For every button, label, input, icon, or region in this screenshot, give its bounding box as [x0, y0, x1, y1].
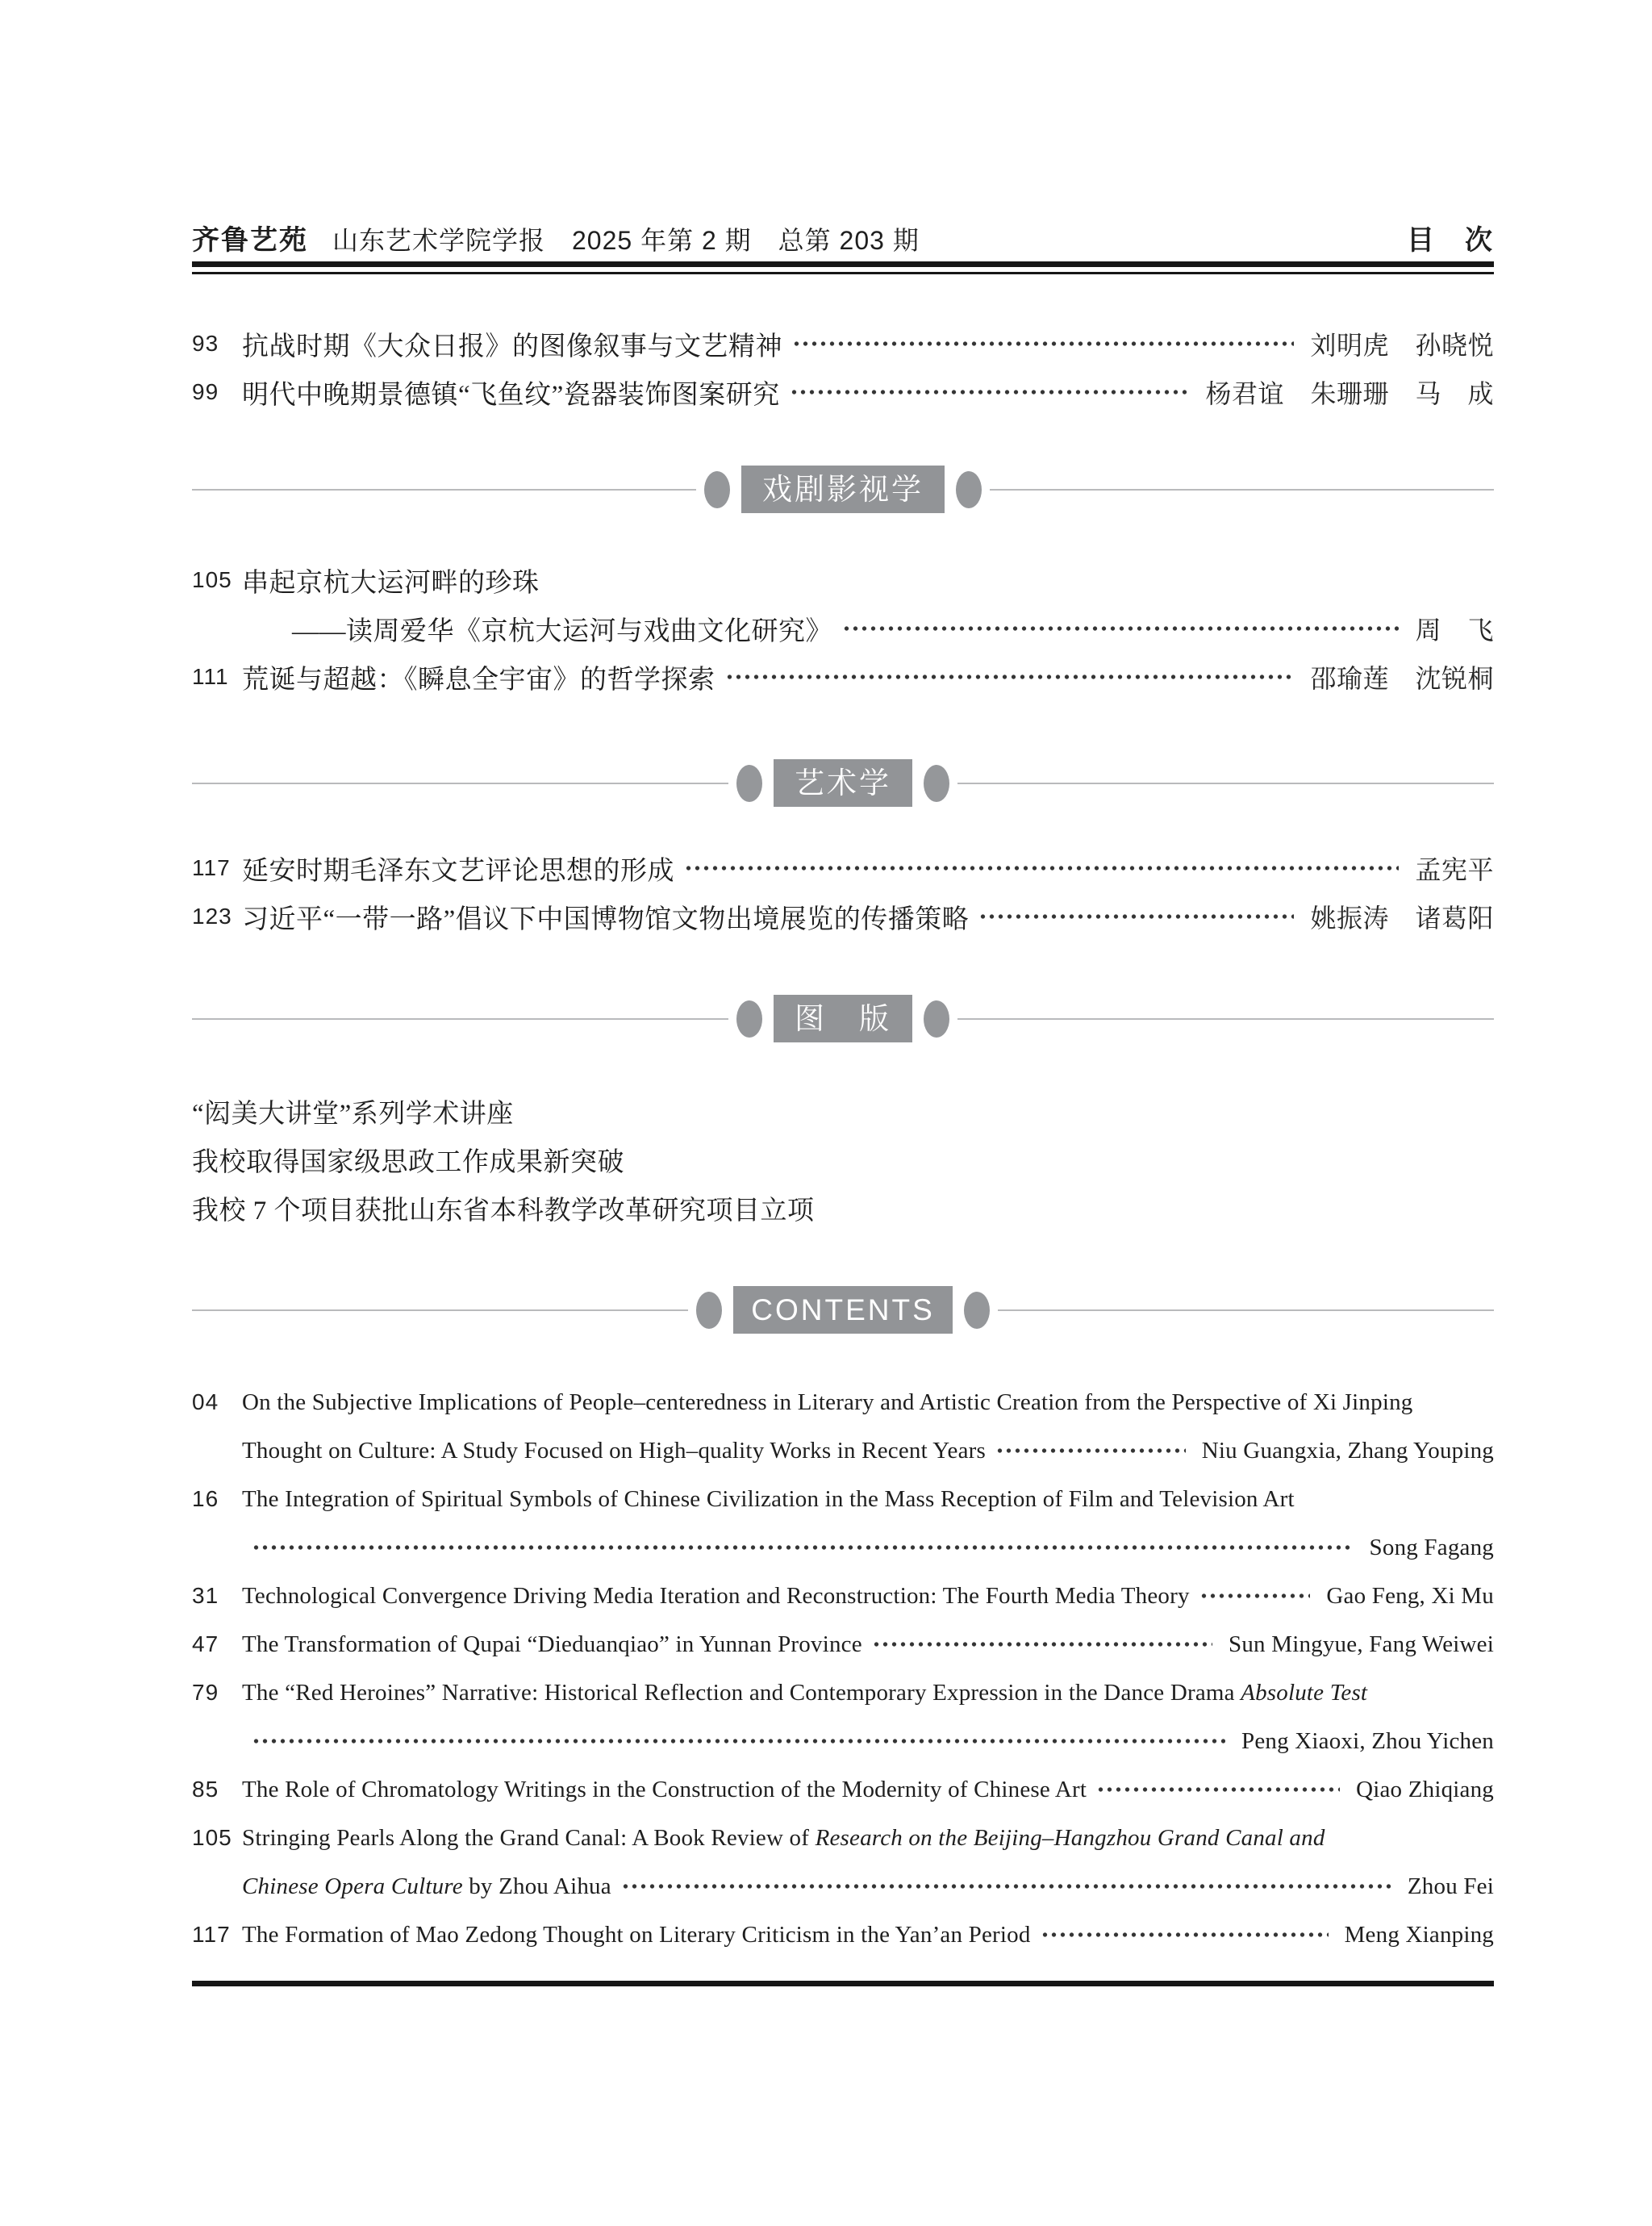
title-italic: Chinese Opera Culture [242, 1873, 463, 1899]
entry-authors: Sun Mingyue, Fang Weiwei [1229, 1631, 1494, 1657]
page-number: 123 [192, 904, 232, 929]
title-text: Thought on Culture: A Study Focused on High–quality Works in Recent Years [242, 1437, 986, 1464]
entry-authors: 姚振涛 诸葛阳 [1310, 904, 1494, 933]
entry-authors: Niu Guangxia, Zhang Youping [1201, 1437, 1494, 1464]
entry-title [242, 1631, 862, 1658]
dotted-leader [995, 1426, 1186, 1475]
divider-dot [964, 1292, 990, 1329]
plate-item [192, 1184, 1494, 1232]
toc-label: 目 次 [1407, 225, 1494, 256]
plate-title: 我校 7 个项目获批山东省本科教学改革研究项目立项 [192, 1196, 815, 1226]
page-number: 85 [192, 1777, 219, 1802]
entry-authors: Meng Xianping [1344, 1921, 1494, 1948]
entry-authors: 周 飞 [1415, 616, 1494, 645]
divider-line [957, 1018, 1494, 1020]
title-text: The “Red Heroines” Narrative: Historical Reflection and Contemporary Expression in the Dance Drama [242, 1679, 1241, 1706]
divider-line [957, 783, 1494, 784]
page-number: 31 [192, 1583, 219, 1608]
toc-entry [192, 892, 1494, 941]
divider-dot [736, 1000, 762, 1038]
dotted-leader [684, 844, 1399, 892]
title-text: The Role of Chromatology Writings in the Construction of the Modernity of Chinese Art [242, 1776, 1087, 1802]
section-divider-plates [192, 995, 1494, 1042]
toc-entry-en [192, 1765, 1494, 1814]
plate-item [192, 1087, 1494, 1135]
page-number: 47 [192, 1631, 219, 1656]
page-header [192, 218, 1494, 256]
page-number: 117 [192, 855, 231, 880]
dotted-leader [842, 604, 1399, 653]
dotted-leader [872, 1620, 1212, 1668]
toc-entry [192, 844, 1494, 892]
divider-dot [736, 765, 762, 802]
header-rule-thick [192, 261, 1494, 267]
divider-dot [696, 1292, 722, 1329]
title-italic: Absolute Test [1241, 1679, 1368, 1706]
page-number: 16 [192, 1486, 219, 1511]
page-number: 93 [192, 331, 219, 356]
toc-entry-continuation [192, 604, 1494, 653]
toc-entry-en [192, 1378, 1494, 1426]
title-text: The Integration of Spiritual Symbols of Chinese Civilization in the Mass Reception of Film and Television Art [242, 1485, 1295, 1512]
toc-entry [192, 319, 1494, 368]
dotted-leader [1041, 1911, 1329, 1959]
divider-line [998, 1309, 1494, 1311]
entry-title: 抗战时期《大众日报》的图像叙事与文艺精神 [242, 332, 782, 361]
dotted-leader [978, 892, 1294, 941]
dotted-leader [621, 1862, 1391, 1911]
toc-entry-en [192, 1475, 1494, 1523]
journal-name: 齐鲁艺苑 [192, 225, 308, 256]
toc-entry-en-continuation [192, 1717, 1494, 1765]
entry-authors: Qiao Zhiqiang [1356, 1776, 1494, 1802]
page-number: 99 [192, 379, 219, 404]
entry-title [242, 1486, 1295, 1513]
journal-issue-info: 山东艺术学院学报 2025 年第 2 期 总第 203 期 [332, 226, 920, 255]
toc-entry-en [192, 1572, 1494, 1620]
page-number: 105 [192, 567, 232, 592]
footer-rule [192, 1981, 1494, 1986]
plate-title: 我校取得国家级思政工作成果新突破 [192, 1147, 624, 1177]
entry-authors: 孟宪平 [1415, 855, 1494, 884]
entry-authors: 邵瑜莲 沈锐桐 [1310, 664, 1494, 693]
divider-line [192, 783, 728, 784]
section-label-contents: CONTENTS [733, 1286, 953, 1334]
title-text: Stringing Pearls Along the Grand Canal: A Book Review of [242, 1824, 816, 1851]
dotted-leader [252, 1717, 1225, 1765]
dotted-leader [790, 368, 1190, 416]
plate-title: “闳美大讲堂”系列学术讲座 [192, 1099, 514, 1129]
entry-title [242, 1680, 1367, 1706]
dotted-leader [1096, 1765, 1340, 1814]
toc-entry-en [192, 1668, 1494, 1717]
entry-authors: Peng Xiaoxi, Zhou Yichen [1241, 1727, 1494, 1754]
divider-dot [924, 765, 949, 802]
toc-entry-en [192, 1620, 1494, 1668]
entry-title: 延安时期毛泽东文艺评论思想的形成 [242, 856, 674, 886]
divider-dot [924, 1000, 949, 1038]
entry-authors: 杨君谊 朱珊珊 马 成 [1205, 379, 1494, 408]
page-number: 111 [192, 664, 229, 689]
plate-item [192, 1135, 1494, 1184]
toc-entry-en [192, 1911, 1494, 1959]
entry-title: 串起京杭大运河畔的珍珠 [242, 568, 540, 598]
header-rule-thin [192, 272, 1494, 274]
entry-authors: Zhou Fei [1407, 1873, 1494, 1899]
entry-title: 习近平“一带一路”倡议下中国博物馆文物出境展览的传播策略 [242, 904, 970, 934]
toc-entry [192, 556, 1494, 604]
entry-authors: Song Fagang [1369, 1534, 1494, 1560]
section-label-drama: 戏剧影视学 [741, 466, 945, 513]
divider-line [192, 1018, 728, 1020]
page-number: 117 [192, 1922, 231, 1947]
entry-title [242, 1873, 611, 1900]
toc-entry [192, 653, 1494, 701]
title-text: The Formation of Mao Zedong Thought on Literary Criticism in the Yan’an Period [242, 1921, 1031, 1948]
page-number: 105 [192, 1825, 232, 1850]
divider-dot [704, 471, 730, 508]
dotted-leader [1199, 1572, 1311, 1620]
section-label-plates: 图 版 [774, 995, 912, 1042]
title-text: by Zhou Aihua [462, 1873, 611, 1899]
toc-entry-en-continuation [192, 1862, 1494, 1911]
dotted-leader [792, 319, 1294, 368]
entry-title [242, 1922, 1031, 1948]
title-text: The Transformation of Qupai “Dieduanqiao” in Yunnan Province [242, 1631, 862, 1657]
title-italic: Research on the Beijing–Hangzhou Grand Canal and [815, 1824, 1325, 1851]
entry-title [242, 1777, 1087, 1803]
title-text: On the Subjective Implications of People–centeredness in Literary and Artistic Creation from the Perspective of Xi Jinping [242, 1389, 1413, 1415]
entry-title [242, 1825, 1325, 1852]
dotted-leader [252, 1523, 1354, 1572]
toc-entry-en [192, 1814, 1494, 1862]
entry-title: 明代中晚期景德镇“飞鱼纹”瓷器装饰图案研究 [242, 380, 780, 410]
section-divider-art [192, 759, 1494, 807]
divider-line [192, 1309, 688, 1311]
divider-dot [956, 471, 982, 508]
entry-subtitle: ——读周爱华《京杭大运河与戏曲文化研究》 [292, 616, 832, 646]
entry-authors: Gao Feng, Xi Mu [1326, 1582, 1494, 1609]
section-divider-contents [192, 1286, 1494, 1334]
entry-title: 荒诞与超越：《瞬息全宇宙》的哲学探索 [242, 665, 715, 695]
section-divider-drama [192, 466, 1494, 513]
title-text: Technological Convergence Driving Media Iteration and Reconstruction: The Fourth Media Theory [242, 1582, 1190, 1609]
page-number: 79 [192, 1680, 219, 1705]
journal-header-left [192, 218, 920, 257]
entry-title [242, 1438, 986, 1464]
toc-entry-en-continuation [192, 1426, 1494, 1475]
divider-line [990, 489, 1494, 491]
toc-entry-en-continuation [192, 1523, 1494, 1572]
entry-title [242, 1389, 1412, 1416]
entry-title [242, 1583, 1190, 1610]
page-number: 04 [192, 1389, 219, 1414]
entry-authors: 刘明虎 孙晓悦 [1310, 331, 1494, 360]
dotted-leader [725, 653, 1295, 701]
divider-line [192, 489, 696, 491]
section-label-art: 艺术学 [774, 759, 912, 807]
toc-entry [192, 368, 1494, 416]
